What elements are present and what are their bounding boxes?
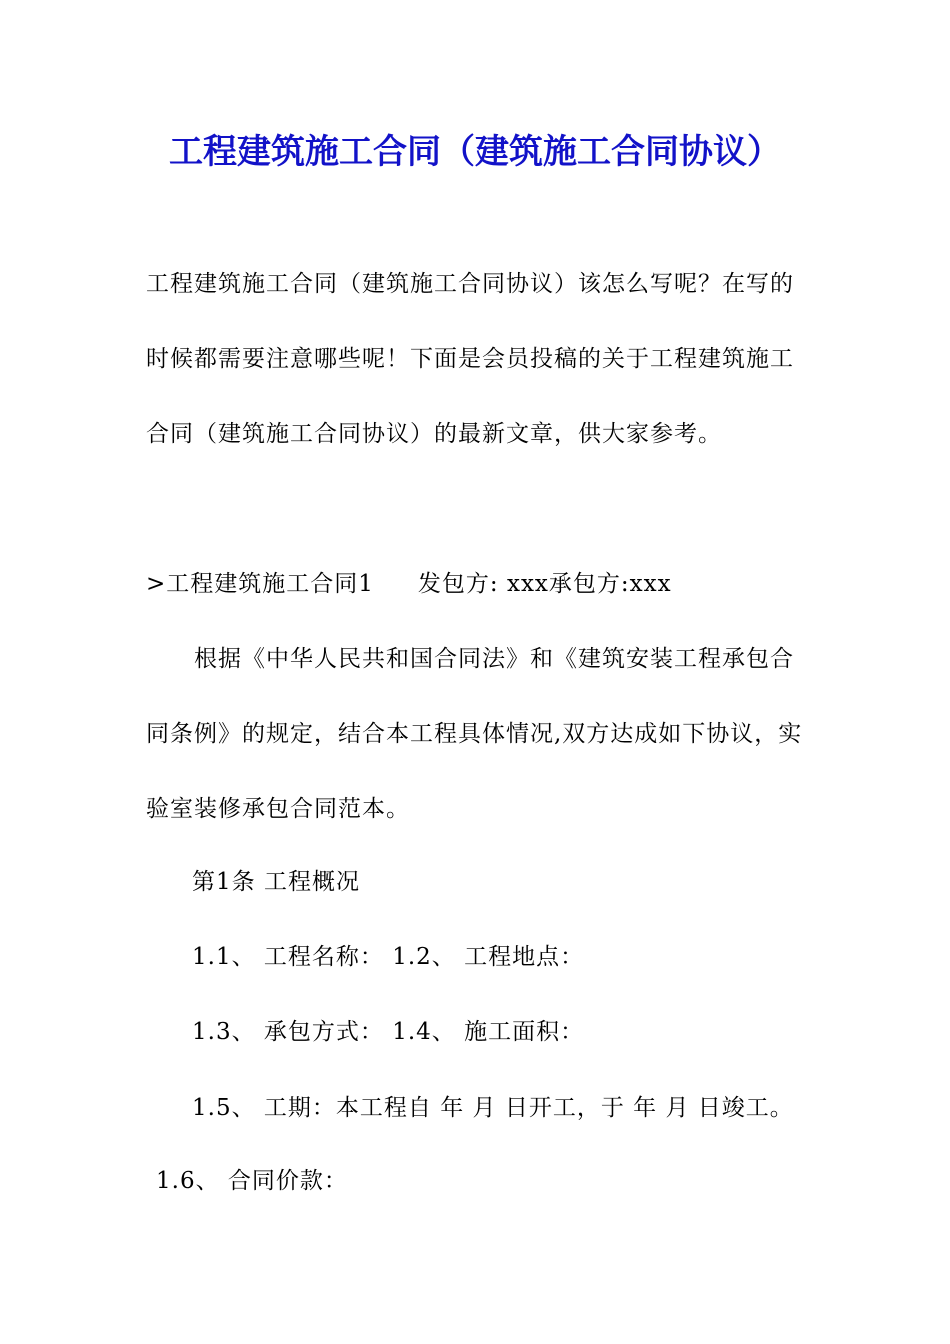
document-title: 工程建筑施工合同（建筑施工合同协议） bbox=[169, 132, 781, 172]
intro-line-2: 时候都需要注意哪些呢！下面是会员投稿的关于工程建筑施工 bbox=[146, 346, 794, 372]
section-heading-line bbox=[146, 568, 672, 600]
paragraph-line-1: 根据《中华人民共和国合同法》和《建筑安装工程承包合 bbox=[194, 646, 794, 672]
paragraph-line-2: 同条例》的规定，结合本工程具体情况,双方达成如下协议，实 bbox=[146, 721, 803, 747]
paragraph-line-3: 验室装修承包合同范本。 bbox=[146, 796, 410, 822]
intro-line-3: 合同（建筑施工合同协议）的最新文章，供大家参考。 bbox=[146, 421, 722, 447]
item-line-4: 1.6、 合同价款： bbox=[156, 1168, 348, 1194]
item-line-2: 1.3、 承包方式： 1.4、 施工面积： bbox=[192, 1019, 585, 1045]
section-heading: >工程建筑施工合同1 bbox=[146, 571, 374, 597]
item-line-1: 1.1、 工程名称： 1.2、 工程地点： bbox=[192, 944, 585, 970]
article-title: 第1条 工程概况 bbox=[192, 869, 360, 895]
intro-line-1: 工程建筑施工合同（建筑施工合同协议）该怎么写呢？在写的 bbox=[146, 271, 794, 297]
parties-text: 发包方: xxx承包方:xxx bbox=[417, 571, 672, 597]
item-line-3: 1.5、 工期：本工程自 年 月 日开工，于 年 月 日竣工。 bbox=[192, 1095, 794, 1121]
